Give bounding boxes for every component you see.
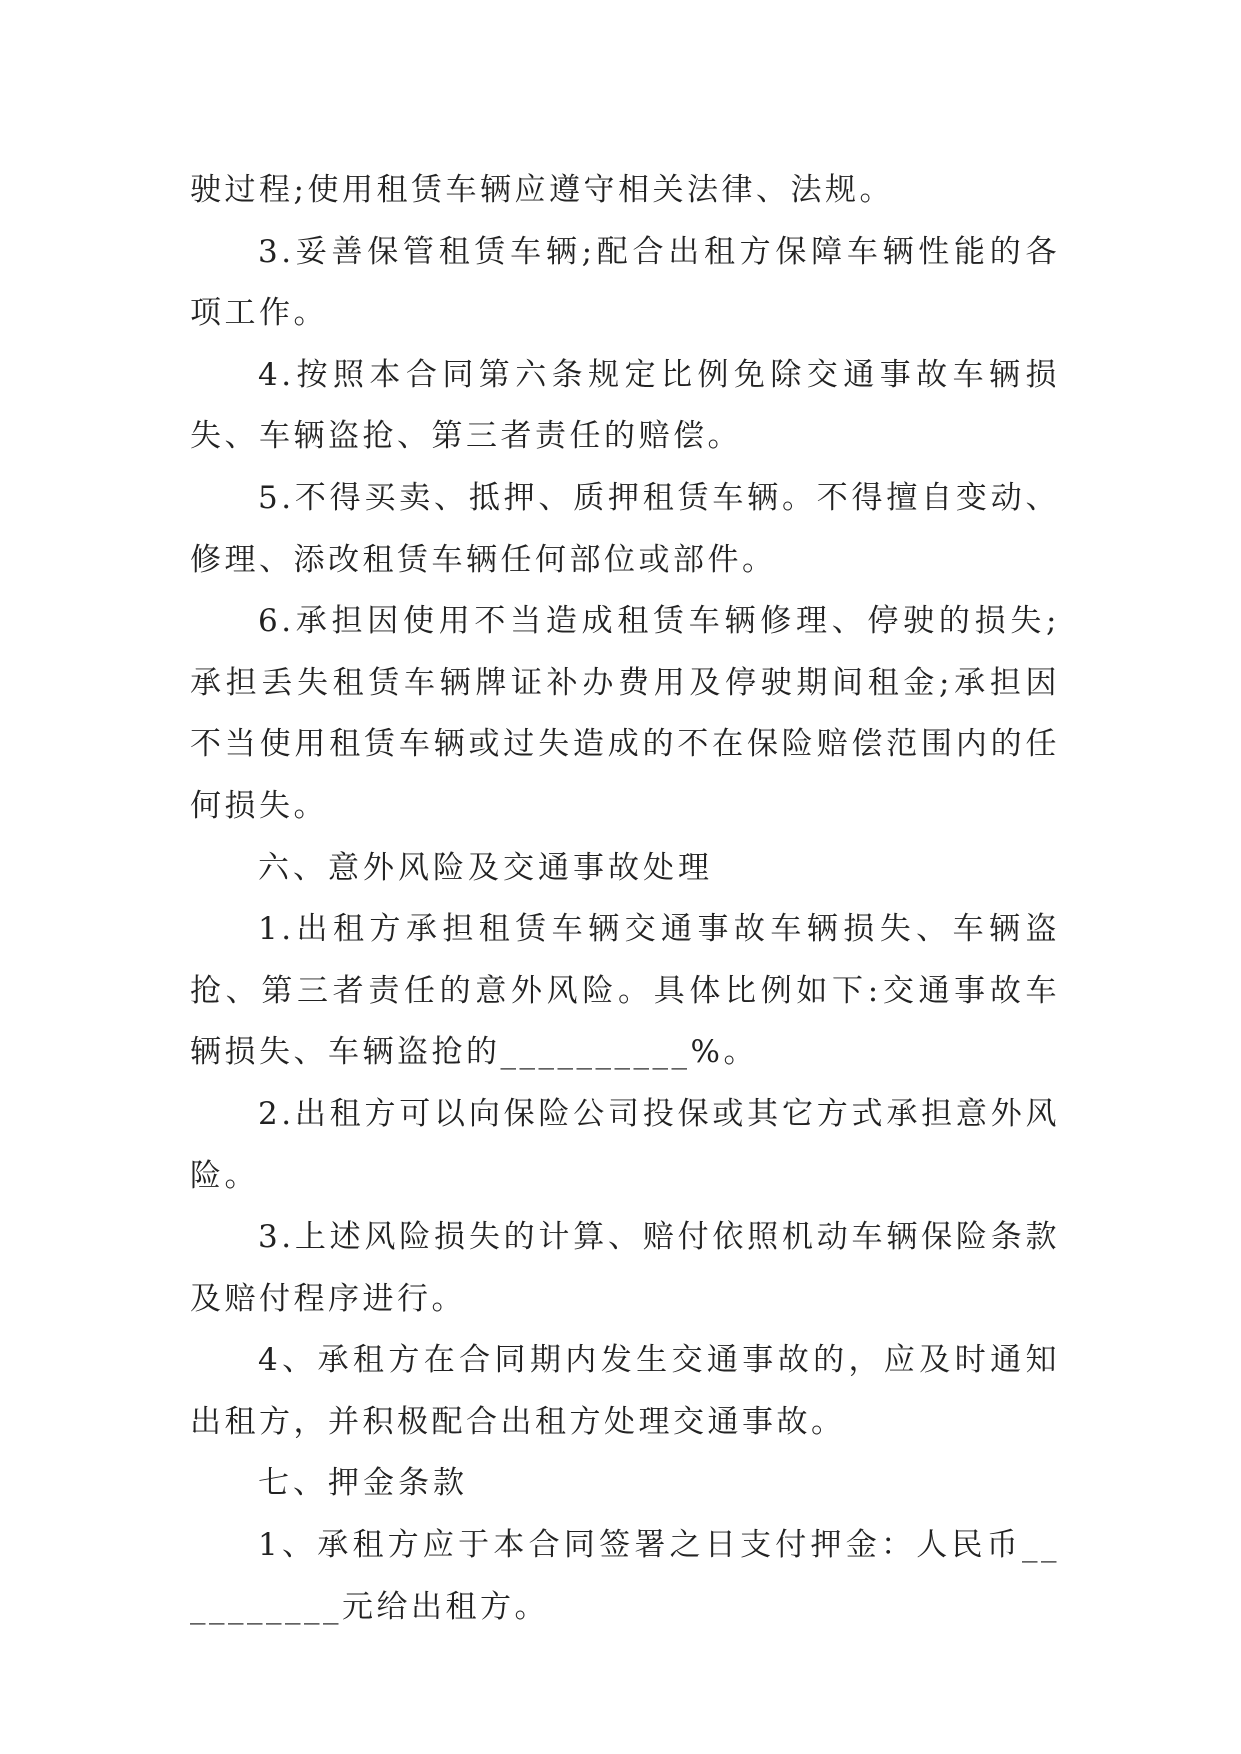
paragraph-section6-item-3: 3.上述风险损失的计算、赔付依照机动车辆保险条款及赔付程序进行。 xyxy=(190,1219,1060,1317)
paragraph-item-6: 6.承担因使用不当造成租赁车辆修理、停驶的损失;承担丢失租赁车辆牌证补办费用及停驶期间租金;承担因不当使用租赁车辆或过失造成的不在保险赔偿范围内的任何损失。 xyxy=(190,603,1060,824)
paragraph-item-3: 3.妥善保管租赁车辆;配合出租方保障车辆性能的各项工作。 xyxy=(190,233,1060,332)
paragraph-section7-item-1: 1、承租方应于本合同签署之日支付押金：人民币__________元给出租方。 xyxy=(190,1527,1060,1625)
section-heading-7: 七、押金条款 xyxy=(258,1465,468,1502)
paragraph-section6-item-1: 1.出租方承担租赁车辆交通事故车辆损失、车辆盗抢、第三者责任的意外风险。具体比例如下:交通事故车辆损失、车辆盗抢的__________%。 xyxy=(190,911,1060,1071)
paragraph-item-5: 5.不得买卖、抵押、质押租赁车辆。不得擅自变动、修理、添改租赁车辆任何部位或部件。 xyxy=(190,479,1060,578)
paragraph-section6-item-4: 4、承租方在合同期内发生交通事故的，应及时通知出租方，并积极配合出租方处理交通事故。 xyxy=(190,1342,1060,1440)
paragraph-section6-item-2: 2.出租方可以向保险公司投保或其它方式承担意外风险。 xyxy=(190,1095,1060,1194)
paragraph-continuation: 驶过程;使用租赁车辆应遵守相关法律、法规。 xyxy=(190,172,894,208)
section-heading-6: 六、意外风险及交通事故处理 xyxy=(258,849,713,886)
paragraph-item-4: 4.按照本合同第六条规定比例免除交通事故车辆损失、车辆盗抢、第三者责任的赔偿。 xyxy=(190,356,1060,455)
document-body xyxy=(190,160,1060,1638)
